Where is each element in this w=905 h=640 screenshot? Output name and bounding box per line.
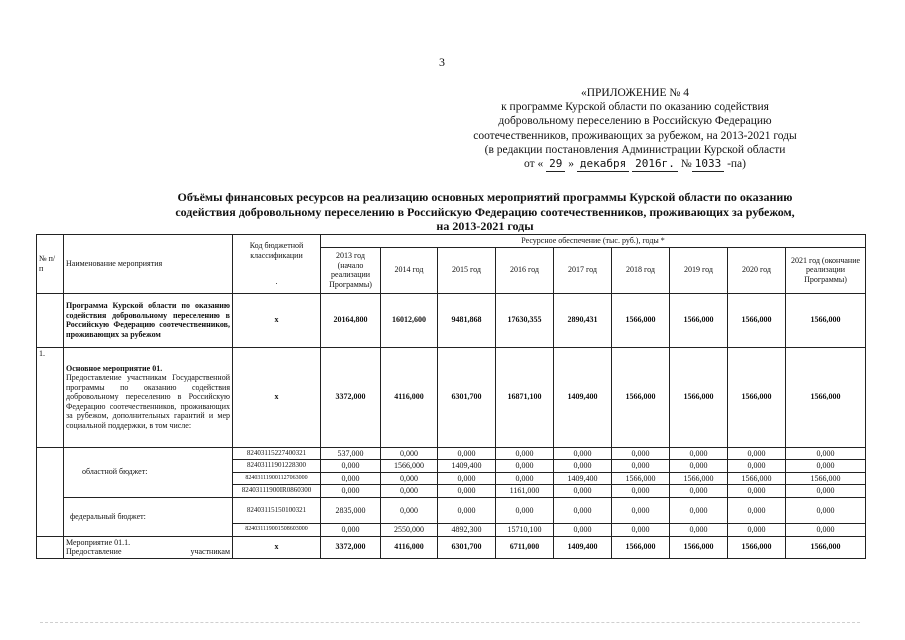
- title-line: Объёмы финансовых ресурсов на реализацию основных мероприятий программы Курской области по оказанию: [177, 190, 793, 204]
- header-num: № п/ п: [37, 235, 64, 294]
- table-row: [37, 497, 866, 523]
- document-title: [120, 190, 850, 234]
- value-cell: 0,000: [728, 447, 786, 460]
- header-tick: .: [275, 276, 278, 286]
- header-2015: 2015 год: [438, 247, 496, 293]
- value-cell: 1409,400: [554, 472, 612, 485]
- value-cell: 6301,700: [438, 347, 496, 447]
- value-cell: 0,000: [612, 497, 670, 523]
- value-cell: 0,000: [670, 497, 728, 523]
- value-cell: 0,000: [381, 472, 438, 485]
- value-cell: 1566,000: [612, 347, 670, 447]
- value-cell: 1409,400: [554, 347, 612, 447]
- value-cell: 0,000: [554, 485, 612, 498]
- value-cell: 1566,000: [786, 472, 866, 485]
- value-cell: 1566,000: [786, 347, 866, 447]
- appendix-header: [440, 86, 830, 172]
- value-cell: 0,000: [728, 523, 786, 536]
- header-2020: 2020 год: [728, 247, 786, 293]
- value-cell: 16871,100: [496, 347, 554, 447]
- value-cell: 1566,000: [670, 293, 728, 347]
- regional-budget-label: областной бюджет:: [64, 447, 233, 497]
- header-2018: 2018 год: [612, 247, 670, 293]
- header-code-label: Код бюджетной классификации: [249, 241, 304, 260]
- header-2013: 2013 год (начало реализации Программы): [321, 247, 381, 293]
- sub-activity-text: Предоставление участникам: [66, 547, 230, 557]
- sub-activity: [64, 536, 233, 558]
- date-year: 2016г.: [632, 157, 678, 172]
- main-activity-title: Основное мероприятие 01.: [66, 363, 163, 373]
- header-2021: 2021 год (окончание реализации Программы): [786, 247, 866, 293]
- date-day: 29: [546, 157, 565, 172]
- cell-num: [37, 447, 64, 536]
- header-resource: Ресурсное обеспечение (тыс. руб.), годы *: [321, 235, 866, 248]
- value-cell: 4892,300: [438, 523, 496, 536]
- value-cell: 0,000: [554, 523, 612, 536]
- value-cell: 0,000: [321, 472, 381, 485]
- value-cell: 0,000: [321, 485, 381, 498]
- appendix-line: (в редакции постановления Администрации Курской области: [484, 143, 786, 156]
- value-cell: 0,000: [496, 497, 554, 523]
- cell-num: [37, 536, 64, 558]
- appendix-line: соотечественников, проживающих за рубежом, на 2013-2021 годы: [473, 129, 797, 142]
- value-cell: 2835,000: [321, 497, 381, 523]
- value-cell: 6711,000: [496, 536, 554, 558]
- value-cell: 4116,000: [381, 347, 438, 447]
- number-sign: №: [680, 158, 692, 171]
- title-line: содействия добровольному переселению в Российскую Федерацию соотечественников, проживающих за рубежом,: [175, 204, 795, 219]
- value-cell: 0,000: [786, 497, 866, 523]
- value-cell: 1566,000: [786, 536, 866, 558]
- cell-num: 1.: [37, 347, 64, 447]
- value-cell: 0,000: [381, 447, 438, 460]
- budget-table: [36, 234, 866, 559]
- table-row: [37, 447, 866, 460]
- header-2014: 2014 год: [381, 247, 438, 293]
- budget-code: 82403115150100321: [233, 497, 321, 523]
- value-cell: 0,000: [554, 497, 612, 523]
- value-cell: 0,000: [496, 472, 554, 485]
- value-cell: 0,000: [612, 485, 670, 498]
- cell-num: [37, 293, 64, 347]
- date-prefix: от «: [523, 158, 544, 171]
- value-cell: 0,000: [670, 523, 728, 536]
- value-cell: 1566,000: [381, 460, 438, 473]
- value-cell: 0,000: [381, 497, 438, 523]
- table-row: [37, 293, 866, 347]
- budget-code: 824031119001127063000: [233, 472, 321, 485]
- value-cell: 15710,100: [496, 523, 554, 536]
- budget-code: 824031119001508603000: [233, 523, 321, 536]
- page-bottom-divider: [40, 622, 860, 623]
- table-row: [37, 347, 866, 447]
- value-cell: 0,000: [496, 447, 554, 460]
- budget-code: 82403111900IR0860300: [233, 485, 321, 498]
- value-cell: 0,000: [438, 497, 496, 523]
- value-cell: 0,000: [786, 523, 866, 536]
- appendix-line: к программе Курской области по оказанию содействия: [501, 101, 769, 114]
- date-mid: »: [568, 158, 574, 171]
- appendix-line: добровольному переселению в Российскую Федерацию: [498, 115, 772, 128]
- value-cell: 0,000: [728, 485, 786, 498]
- title-line: на 2013-2021 годы: [436, 219, 534, 233]
- value-cell: 0,000: [786, 447, 866, 460]
- value-cell: 0,000: [321, 460, 381, 473]
- appendix-line: «ПРИЛОЖЕНИЕ № 4: [580, 87, 689, 99]
- value-cell: 6301,700: [438, 536, 496, 558]
- value-cell: 0,000: [786, 460, 866, 473]
- value-cell: 1566,000: [612, 536, 670, 558]
- main-code: х: [233, 347, 321, 447]
- value-cell: 0,000: [496, 460, 554, 473]
- decree-suffix: -па): [727, 158, 746, 171]
- value-cell: 0,000: [554, 447, 612, 460]
- decree-number: 1033: [692, 157, 725, 172]
- value-cell: 1566,000: [728, 472, 786, 485]
- value-cell: 3372,000: [321, 536, 381, 558]
- value-cell: 1566,000: [786, 293, 866, 347]
- header-name: Наименование мероприятия: [64, 235, 233, 294]
- value-cell: 1409,400: [554, 536, 612, 558]
- value-cell: 0,000: [321, 523, 381, 536]
- header-code: [233, 235, 321, 294]
- page-number: 3: [439, 55, 445, 69]
- program-code: х: [233, 293, 321, 347]
- value-cell: 1566,000: [670, 472, 728, 485]
- value-cell: 1409,400: [438, 460, 496, 473]
- value-cell: 0,000: [728, 460, 786, 473]
- main-activity-text: Предоставление участникам Государственной программы по оказанию содействия добровольному переселению в Российскую Федерацию соотечественников, проживающих за рубежом, дополнительных гарантий и мер социальной поддержки, в том числе:: [66, 373, 230, 431]
- value-cell: 0,000: [670, 447, 728, 460]
- value-cell: 1566,000: [612, 472, 670, 485]
- value-cell: 9481,868: [438, 293, 496, 347]
- value-cell: 0,000: [670, 460, 728, 473]
- budget-code: 82403115227400321: [233, 447, 321, 460]
- value-cell: 1161,000: [496, 485, 554, 498]
- value-cell: 0,000: [670, 485, 728, 498]
- value-cell: 1566,000: [728, 347, 786, 447]
- header-2019: 2019 год: [670, 247, 728, 293]
- value-cell: 20164,800: [321, 293, 381, 347]
- header-2016: 2016 год: [496, 247, 554, 293]
- sub-code: х: [233, 536, 321, 558]
- value-cell: 1566,000: [670, 347, 728, 447]
- main-activity: [64, 347, 233, 447]
- value-cell: 4116,000: [381, 536, 438, 558]
- value-cell: 1566,000: [728, 536, 786, 558]
- value-cell: 0,000: [381, 485, 438, 498]
- date-month: декабря: [577, 157, 629, 172]
- value-cell: 537,000: [321, 447, 381, 460]
- value-cell: 2890,431: [554, 293, 612, 347]
- header-2017: 2017 год: [554, 247, 612, 293]
- value-cell: 0,000: [438, 472, 496, 485]
- appendix-date-line: [440, 157, 830, 172]
- value-cell: 0,000: [728, 497, 786, 523]
- value-cell: 3372,000: [321, 347, 381, 447]
- value-cell: 2550,000: [381, 523, 438, 536]
- federal-budget-label: федеральный бюджет:: [64, 497, 233, 536]
- value-cell: 0,000: [612, 447, 670, 460]
- value-cell: 0,000: [612, 523, 670, 536]
- value-cell: 0,000: [438, 485, 496, 498]
- budget-code: 82403111901228300: [233, 460, 321, 473]
- value-cell: 1566,000: [728, 293, 786, 347]
- program-name: Программа Курской области по оказанию содействия добровольному переселению в Российскую Федерацию соотечественников, проживающих за рубежом: [64, 293, 233, 347]
- value-cell: 0,000: [438, 447, 496, 460]
- value-cell: 17630,355: [496, 293, 554, 347]
- value-cell: 0,000: [554, 460, 612, 473]
- value-cell: 1566,000: [612, 293, 670, 347]
- table-row: [37, 536, 866, 558]
- sub-activity-title: Мероприятие 01.1.: [66, 537, 131, 547]
- value-cell: 16012,600: [381, 293, 438, 347]
- value-cell: 0,000: [786, 485, 866, 498]
- value-cell: 1566,000: [670, 536, 728, 558]
- value-cell: 0,000: [612, 460, 670, 473]
